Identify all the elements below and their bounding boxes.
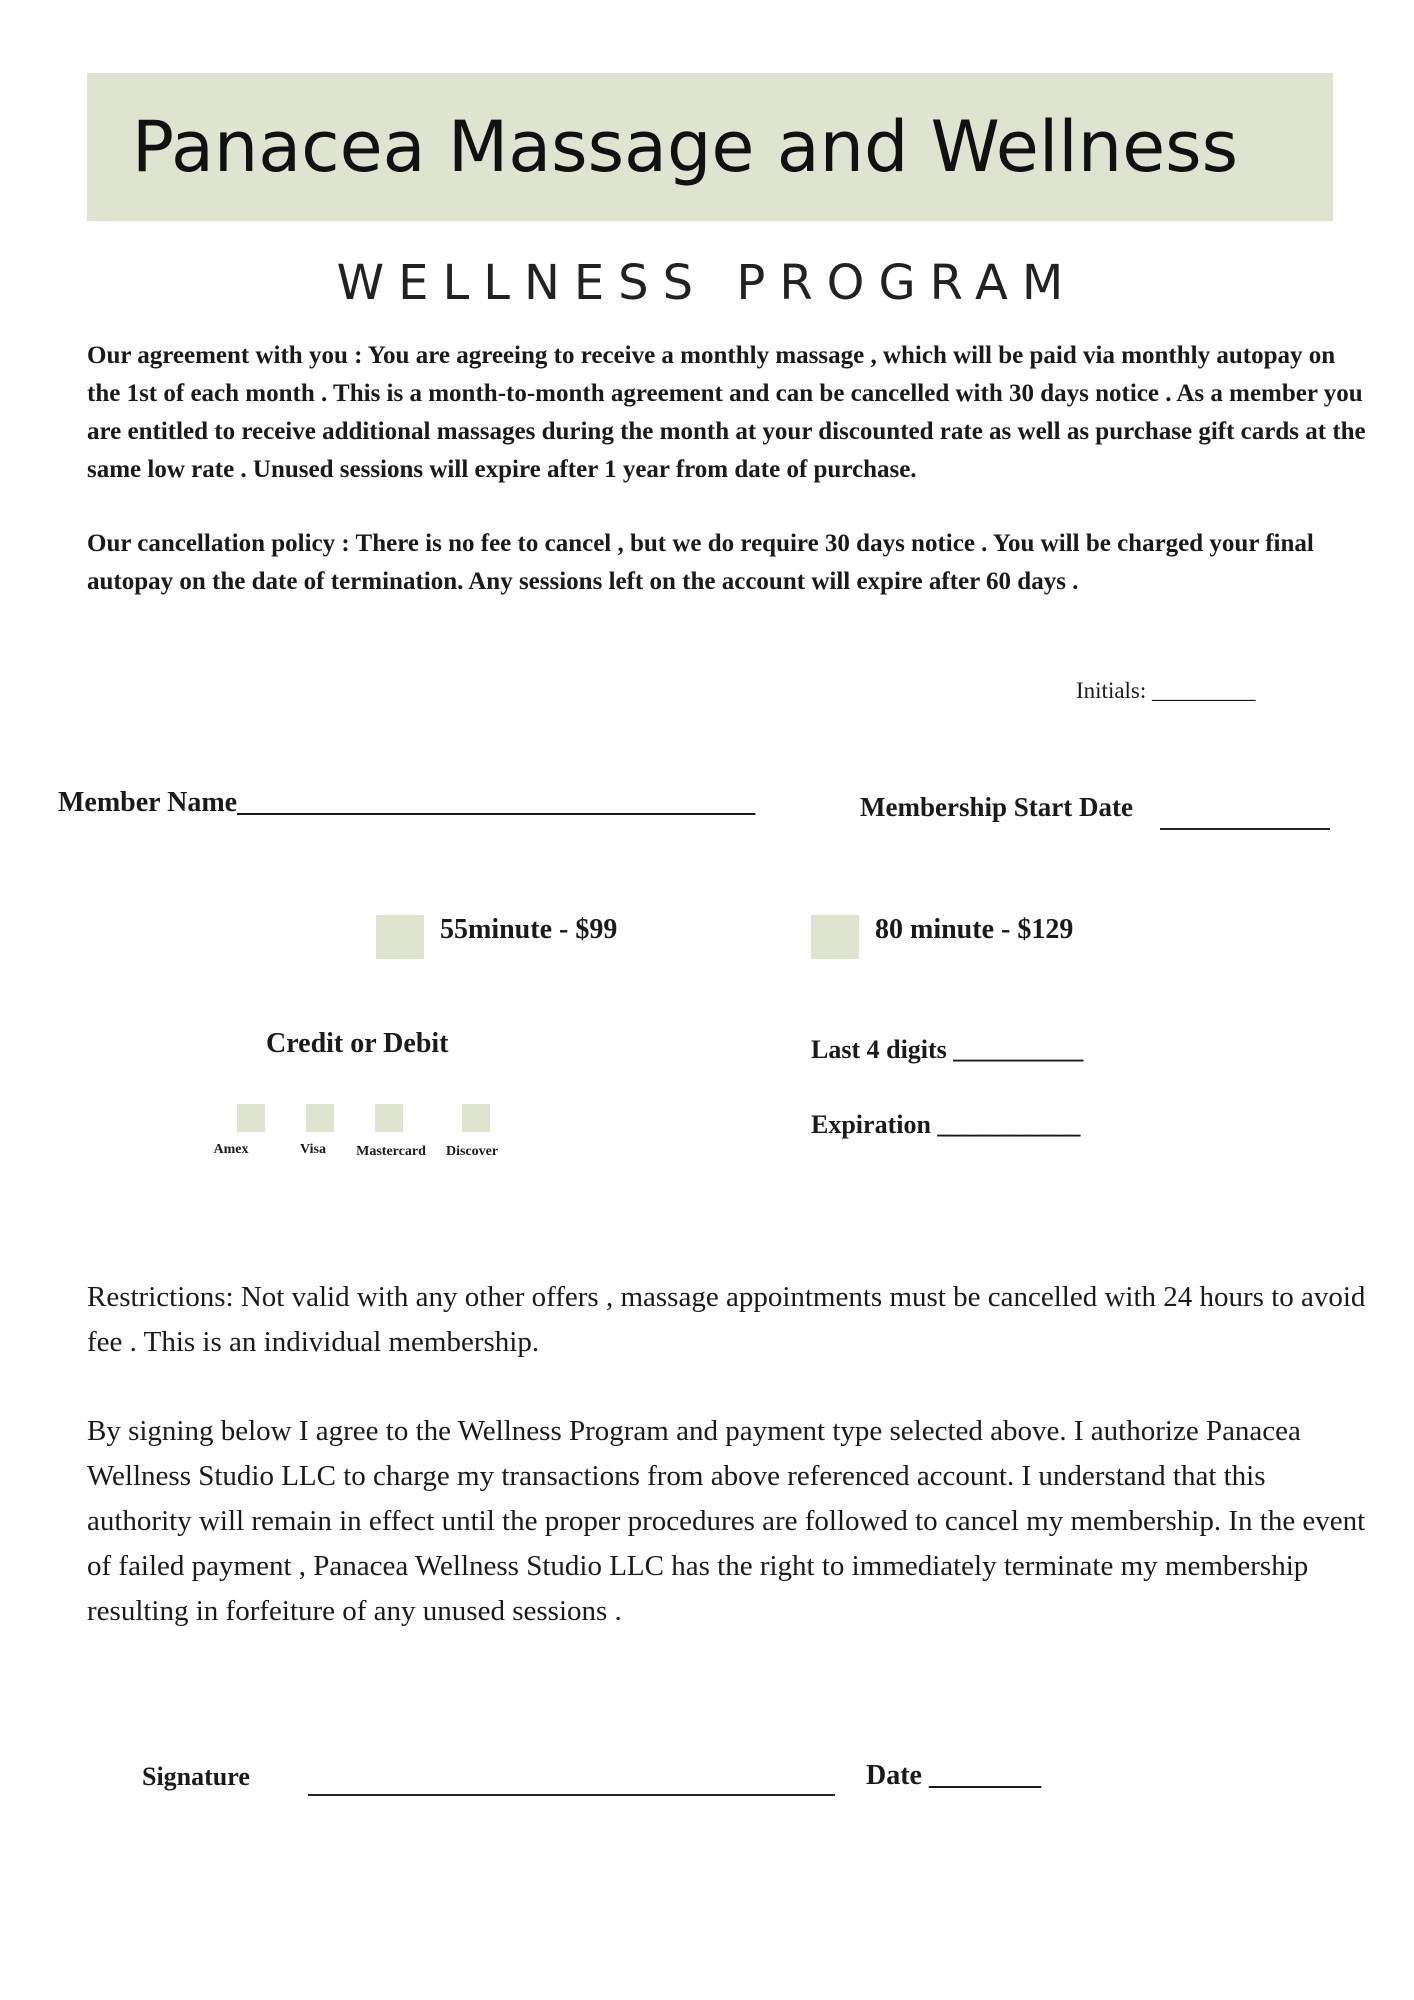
amex-checkbox[interactable] [237, 1104, 265, 1132]
option-55-label: 55minute - $99 [440, 914, 618, 945]
start-date-field[interactable] [1160, 828, 1330, 830]
program-title: WELLNESS PROGRAM [336, 255, 1078, 311]
member-name-field[interactable]: Member Name_____________________________________ [58, 787, 756, 818]
discover-checkbox[interactable] [462, 1104, 490, 1132]
payment-type-label: Credit or Debit [266, 1028, 449, 1059]
signature-label: Signature [142, 1762, 250, 1791]
cancellation-text: Our cancellation policy : There is no fee to cancel , but we do require 30 days notice . You will be charged your final autopay on the date of termination. Any sessions left on the account will expire after 60 days . [87, 530, 1314, 595]
expiration-field[interactable]: Expiration ___________ [811, 1110, 1081, 1139]
mastercard-checkbox[interactable] [375, 1104, 403, 1132]
start-date-label: Membership Start Date [860, 792, 1133, 822]
visa-label: Visa [300, 1142, 326, 1157]
amex-label: Amex [213, 1142, 249, 1157]
last4-field[interactable]: Last 4 digits __________ [811, 1035, 1084, 1064]
date-field[interactable]: Date ________ [866, 1760, 1041, 1791]
discover-label: Discover [445, 1144, 499, 1159]
option-55-checkbox[interactable] [376, 915, 424, 959]
business-name: Panacea Massage and Wellness [131, 106, 1239, 188]
option-80-label: 80 minute - $129 [875, 914, 1074, 945]
agreement-text: Our agreement with you : You are agreeing to receive a monthly massage , which will be paid via monthly autopay on the 1st of each month . This is a month-to-month agreement and can be cancelled with 30 days notice . As a member you are entitled to receive additional massages during the month at your discounted rate as well as purchase gift cards at the same low rate . Unused sessions will expire after 1 year from date of purchase. [87, 342, 1366, 483]
authorization-text: By signing below I agree to the Wellness Program and payment type selected above. I authorize Panacea Wellness Studio LLC to charge my transactions from above referenced account. I understand that this authority will remain in effect until the proper procedures are followed to cancel my membership. In the event of failed payment , Panacea Wellness Studio LLC has the right to immediately terminate my membership resulting in forfeiture of any unused sessions . [87, 1415, 1366, 1627]
signature-field[interactable] [308, 1794, 835, 1796]
restrictions-text: Restrictions: Not valid with any other offers , massage appointments must be cancelled with 24 hours to avoid fee . This is an individual membership. [87, 1281, 1366, 1358]
option-80-checkbox[interactable] [811, 915, 859, 959]
mastercard-label: Mastercard [356, 1144, 426, 1159]
initials-field[interactable]: Initials: _________ [1076, 678, 1256, 703]
visa-checkbox[interactable] [306, 1104, 334, 1132]
